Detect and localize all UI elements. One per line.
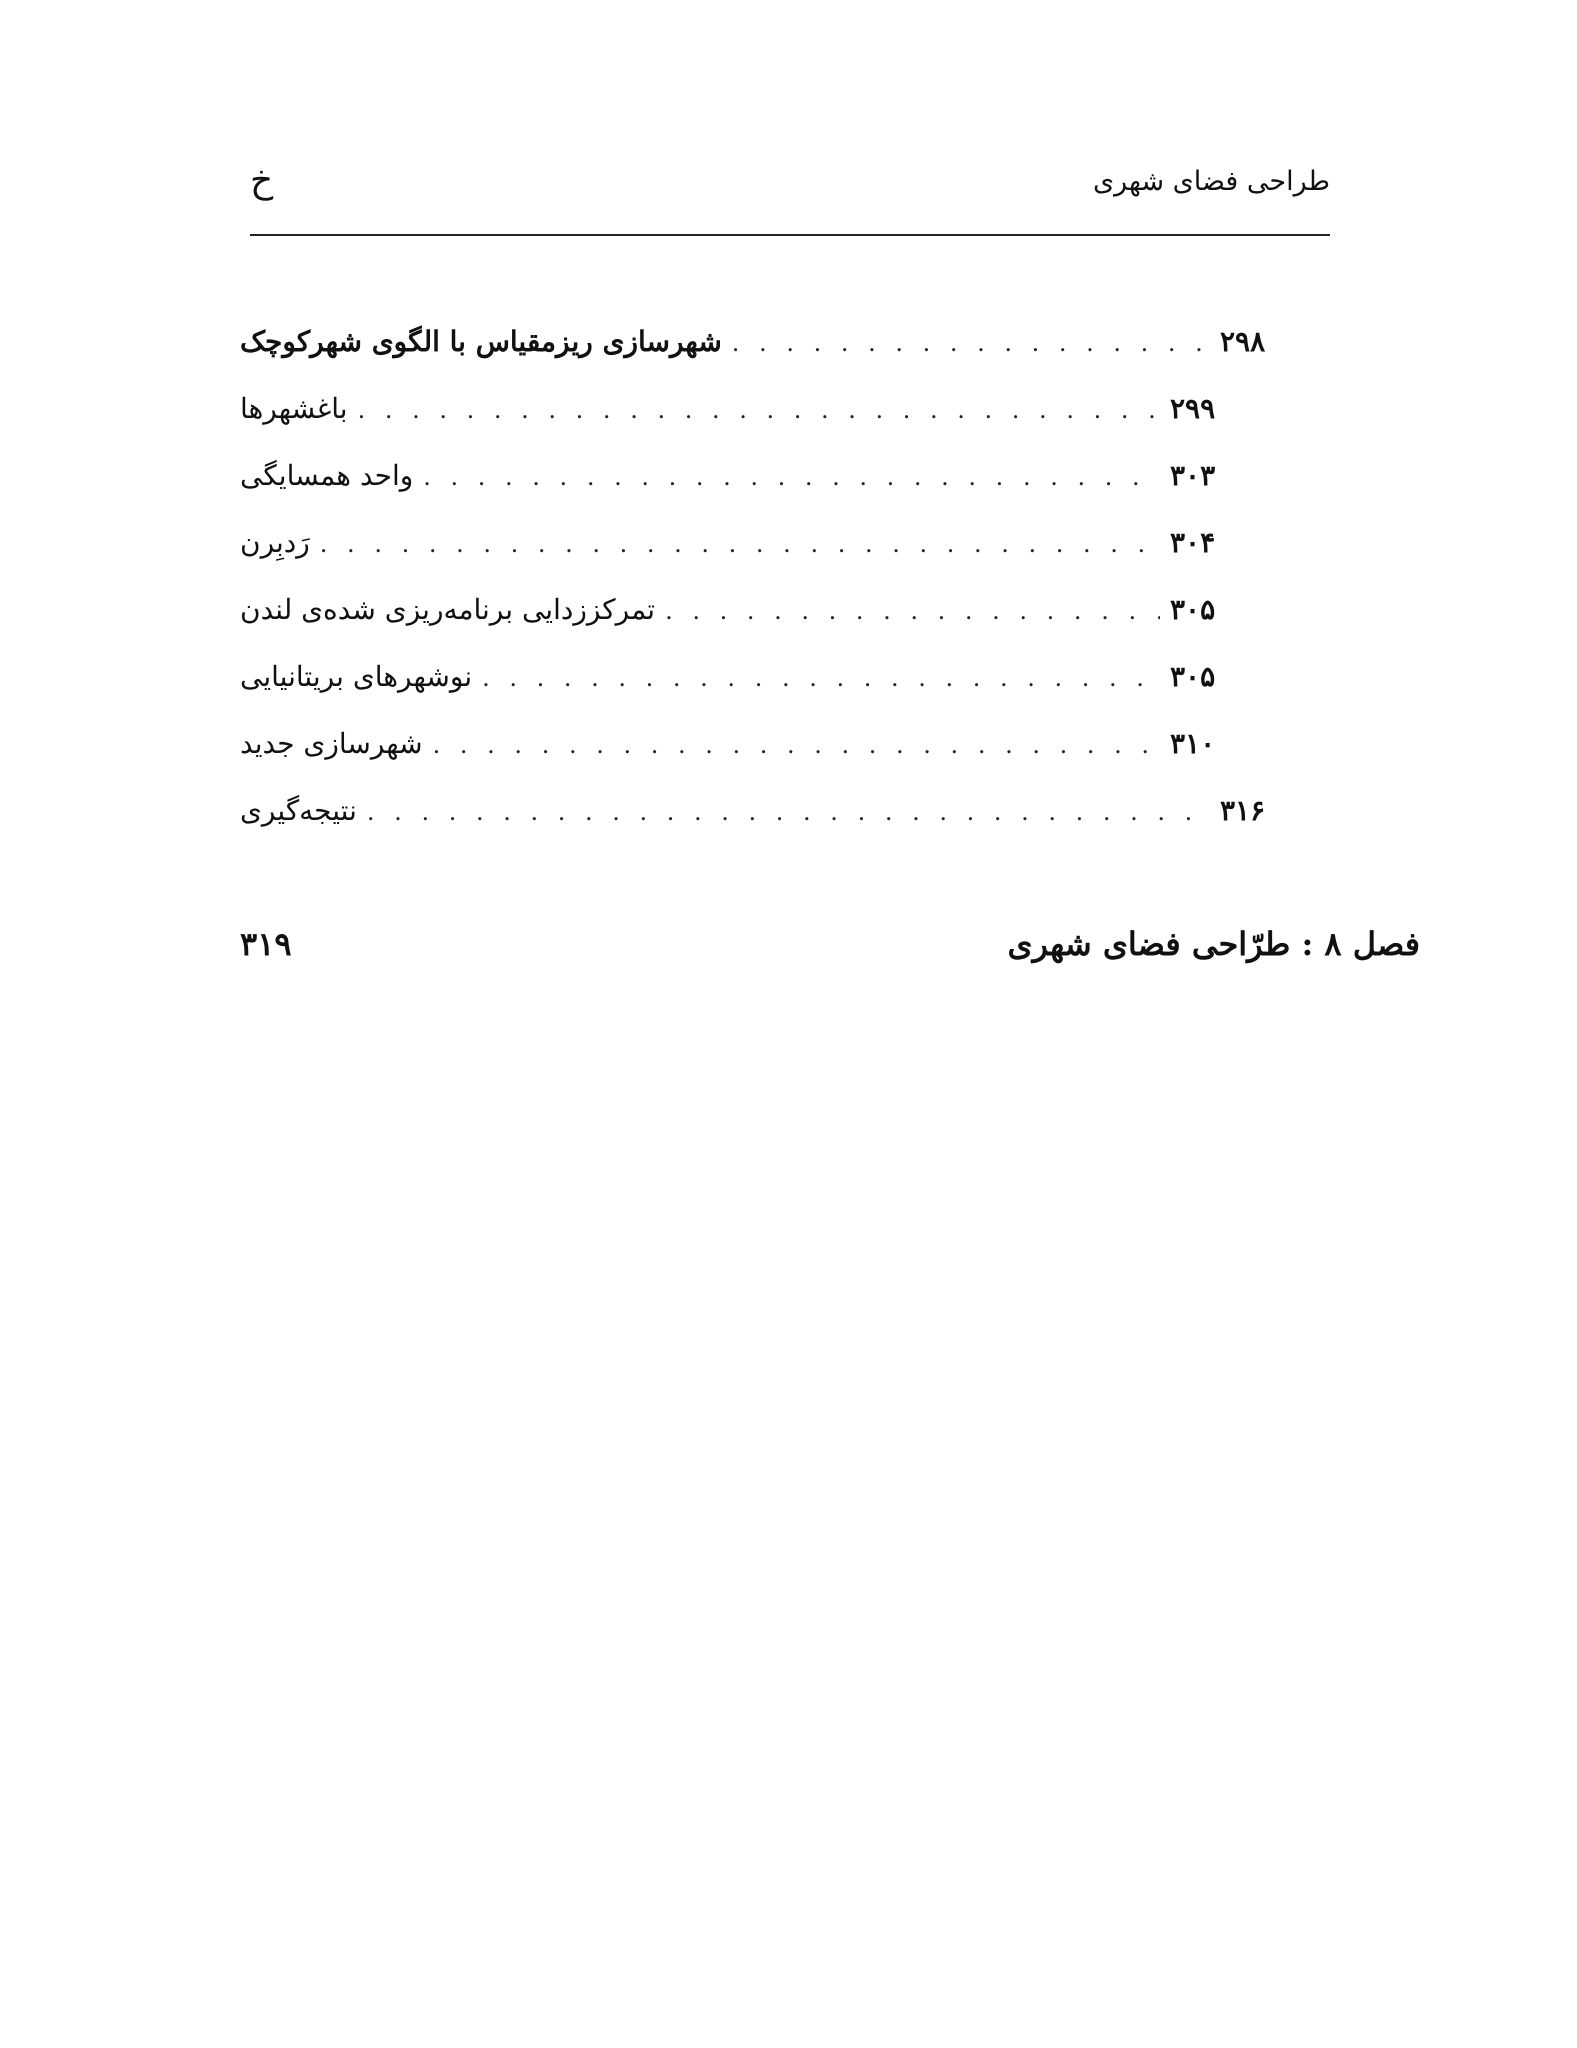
toc-entry <box>240 392 1230 459</box>
toc-entry-page: ۳۰۵ <box>1170 593 1216 626</box>
dot-leader <box>320 530 1160 558</box>
dot-leader <box>423 463 1160 491</box>
toc-entry-title: نوشهرهای بریتانیایی <box>240 660 473 693</box>
toc-entry-page: ۳۰۴ <box>1170 526 1216 559</box>
dot-leader <box>367 798 1210 826</box>
chapter-page-number: ۳۱۹ <box>240 925 292 963</box>
toc-entry <box>240 459 1230 526</box>
dot-leader <box>732 329 1210 357</box>
dot-leader <box>358 396 1160 424</box>
toc-entry-page: ۳۱۶ <box>1220 794 1266 827</box>
header-divider <box>250 234 1330 236</box>
toc-entry <box>240 593 1230 660</box>
running-header <box>250 160 1330 230</box>
toc-entry-title: شهرسازی جدید <box>240 727 423 760</box>
toc-entry <box>240 660 1230 727</box>
dot-leader <box>482 664 1160 692</box>
toc-entry-page: ۲۹۸ <box>1220 325 1266 358</box>
chapter-title: فصل ۸ : طرّاحی فضای شهری <box>1007 925 1420 963</box>
dot-leader <box>433 731 1160 759</box>
dot-leader <box>665 597 1160 625</box>
toc-entry <box>240 794 1280 861</box>
toc-entry-page: ۳۱۰ <box>1170 727 1216 760</box>
toc-entry-title: نتیجه‌گیری <box>240 794 357 827</box>
chapter-heading <box>240 925 1420 985</box>
table-of-contents <box>240 325 1300 861</box>
running-title: طراحی فضای شهری <box>1092 166 1330 197</box>
toc-entry-title: واحد همسایگی <box>240 459 414 492</box>
toc-entry-page: ۳۰۵ <box>1170 660 1216 693</box>
toc-entry-title: شهرسازی ریزمقیاس با الگوی شهرکوچک <box>240 325 722 358</box>
toc-entry-page: ۲۹۹ <box>1170 392 1216 425</box>
toc-entry-title: رَدبِرن <box>240 526 310 559</box>
toc-entry-title: تمرکززدایی برنامه‌ریزی شده‌ی لندن <box>240 593 656 626</box>
toc-entry <box>240 727 1230 794</box>
toc-entry-title: باغشهرها <box>240 392 348 425</box>
toc-entry-page: ۳۰۳ <box>1170 459 1216 492</box>
toc-entry <box>240 526 1230 593</box>
toc-entry <box>240 325 1280 392</box>
page-number: خ <box>250 160 274 201</box>
